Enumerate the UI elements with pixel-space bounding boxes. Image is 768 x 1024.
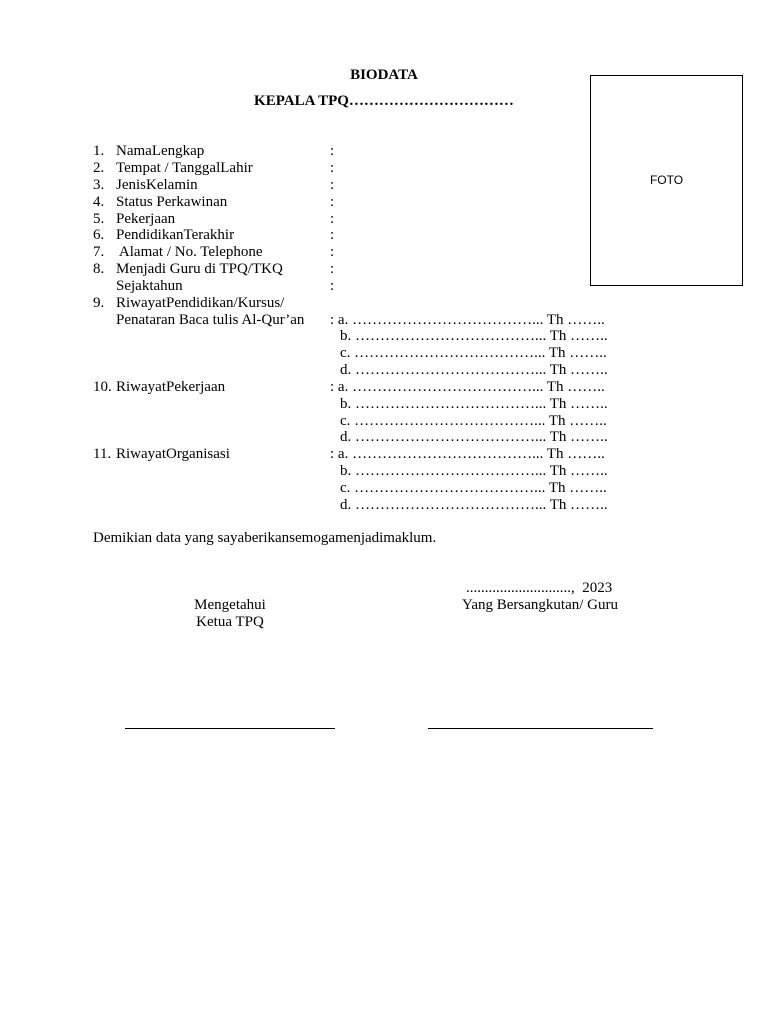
document-subtitle: KEPALA TPQ……………………………: [254, 93, 514, 109]
field-colon: :: [330, 143, 335, 159]
field-num: 9.: [93, 295, 105, 311]
history-item: c. ………………………………... Th ……..: [340, 413, 607, 429]
history-item: : a. ………………………………... Th ……..: [330, 312, 605, 328]
field-num: 4.: [93, 194, 105, 210]
right-signer-title: Yang Bersangkutan/ Guru: [462, 597, 618, 613]
history-item: c. ………………………………... Th ……..: [340, 480, 607, 496]
field-label: Sejaktahun: [116, 278, 183, 294]
history-item: d. ………………………………... Th ……..: [340, 497, 608, 513]
field-num: 2.: [93, 160, 105, 176]
document-title: BIODATA: [350, 67, 418, 83]
field-num: 1.: [93, 143, 105, 159]
photo-box: [590, 75, 743, 286]
right-signature-line: [428, 728, 653, 729]
history-item: d. ………………………………... Th ……..: [340, 429, 608, 445]
history-item: : a. ………………………………... Th ……..: [330, 446, 605, 462]
field-label: Alamat / No. Telephone: [116, 244, 263, 260]
field-num: 5.: [93, 211, 105, 227]
field-label: RiwayatPekerjaan: [116, 379, 226, 395]
left-signer-title: Mengetahui: [194, 597, 266, 613]
field-num: 7.: [93, 244, 105, 260]
field-colon: :: [330, 244, 335, 260]
history-item: : a. ………………………………... Th ……..: [330, 379, 605, 395]
closing-statement: Demikian data yang sayaberikansemogamenjadimaklum.: [93, 530, 437, 546]
field-num: 8.: [93, 261, 105, 277]
left-signature-line: [125, 728, 335, 729]
field-colon: :: [330, 261, 335, 277]
field-label: NamaLengkap: [116, 143, 205, 159]
history-item: c. ………………………………... Th ……..: [340, 345, 607, 361]
field-label: Penataran Baca tulis Al-Qur’an: [116, 312, 305, 328]
field-label: Tempat / TanggalLahir: [116, 160, 253, 176]
history-item: d. ………………………………... Th ……..: [340, 362, 608, 378]
history-item: b. ………………………………... Th ……..: [340, 463, 608, 479]
field-colon: :: [330, 278, 335, 294]
field-colon: :: [330, 177, 335, 193]
field-label: PendidikanTerakhir: [116, 227, 235, 243]
left-signer-role: Ketua TPQ: [196, 614, 264, 630]
field-label: Menjadi Guru di TPQ/TKQ: [116, 261, 283, 277]
signature-date: ............................, 2023: [466, 580, 613, 596]
field-label: JenisKelamin: [116, 177, 198, 193]
field-label: RiwayatPendidikan/Kursus/: [116, 295, 285, 311]
field-label: Status Perkawinan: [116, 194, 228, 210]
history-item: b. ………………………………... Th ……..: [340, 396, 608, 412]
photo-label: FOTO: [649, 173, 684, 187]
field-colon: :: [330, 194, 335, 210]
field-label: Pekerjaan: [116, 211, 176, 227]
field-num: 11.: [93, 446, 112, 462]
field-colon: :: [330, 160, 335, 176]
history-item: b. ………………………………... Th ……..: [340, 328, 608, 344]
field-num: 6.: [93, 227, 105, 243]
field-num: 3.: [93, 177, 105, 193]
field-num: 10.: [93, 379, 112, 395]
field-colon: :: [330, 211, 335, 227]
field-colon: :: [330, 227, 335, 243]
field-label: RiwayatOrganisasi: [116, 446, 230, 462]
